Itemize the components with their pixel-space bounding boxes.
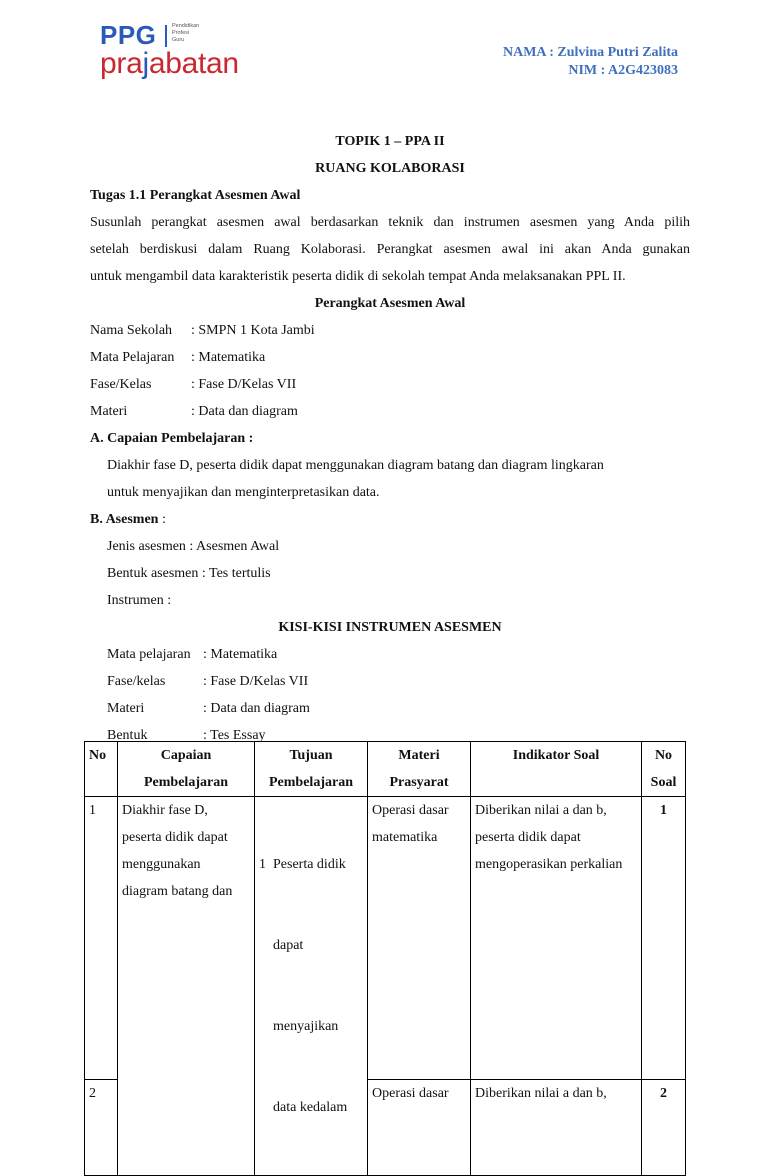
assessment-subtitle: Perangkat Asesmen Awal	[314, 296, 466, 311]
cell-line: dapat	[259, 938, 304, 953]
header-text: Prasyarat	[389, 775, 449, 790]
logo-ppg-text: PPG	[100, 20, 157, 50]
cell-line: peserta didik dapat	[122, 830, 228, 845]
section-b-label: B. Asesmen	[90, 512, 159, 527]
cell-capaian	[118, 797, 255, 1176]
header-text: Tujuan	[289, 748, 333, 763]
kisi-title: KISI-KISI INSTRUMEN ASESMEN	[278, 620, 502, 635]
identity-row	[90, 344, 690, 371]
cell-line: Diberikan nilai a dan b,	[475, 1085, 607, 1101]
logo-part: abatan	[148, 47, 239, 80]
logo-sub-line: Guru	[172, 37, 185, 43]
task-paragraph-line: untuk mengambil data karakteristik peserta didik di sekolah tempat Anda melaksanakan PPL II.	[90, 269, 626, 284]
logo-divider	[165, 25, 167, 47]
header-cell-indikator	[471, 742, 642, 797]
cell-line: Diberikan nilai a dan b,	[475, 803, 607, 818]
kisi-info-value: : Fase D/Kelas VII	[203, 674, 309, 689]
identity-key: Materi	[90, 404, 128, 419]
logo-part: pra	[100, 47, 143, 80]
section-b-colon: :	[158, 512, 166, 527]
identity-key: Nama Sekolah	[90, 323, 173, 338]
table-row	[85, 797, 686, 1080]
table-header-row	[85, 742, 686, 797]
section-b-heading	[90, 506, 690, 533]
header-text: Materi	[398, 748, 440, 763]
kisi-info-value: : Tes Essay	[203, 728, 266, 743]
header-cell-tujuan	[255, 742, 368, 797]
cell-no-soal: 1	[642, 797, 686, 1080]
cell-indikator	[471, 1079, 642, 1175]
cell-line: 1 Peserta didik	[259, 857, 346, 872]
identity-value: : SMPN 1 Kota Jambi	[191, 323, 315, 338]
topic-subtitle: RUANG KOLABORASI	[315, 161, 465, 176]
section-b-line: Bentuk asesmen : Tes tertulis	[107, 566, 271, 581]
cell-line: mengoperasikan perkalian	[475, 857, 623, 872]
task-title: Tugas 1.1 Perangkat Asesmen Awal	[90, 188, 301, 203]
cell-indikator	[471, 797, 642, 1080]
kisi-info-row	[90, 641, 690, 668]
cell-tujuan	[255, 797, 368, 1176]
document-body	[90, 128, 690, 749]
student-nim: NIM : A2G423083	[568, 63, 678, 78]
header-text: Capaian	[160, 748, 212, 763]
cell-line: menyajikan	[259, 1019, 339, 1034]
kisi-table	[84, 741, 686, 1176]
logo-part: j	[142, 47, 149, 80]
kisi-info-key: Fase/kelas	[107, 674, 166, 689]
logo-subtext	[172, 23, 199, 44]
cell-materi	[368, 797, 471, 1080]
cell-no: 1	[85, 797, 118, 1080]
identity-row	[90, 317, 690, 344]
header-cell-materi	[368, 742, 471, 797]
identity-row	[90, 371, 690, 398]
header-text: No	[89, 748, 107, 763]
identity-key: Mata Pelajaran	[90, 350, 175, 365]
kisi-info-row	[90, 668, 690, 695]
section-a-heading: A. Capaian Pembelajaran :	[90, 431, 254, 446]
header-text: No	[654, 748, 673, 763]
logo-sub-line: Pendidikan	[172, 23, 200, 29]
student-name: NAMA : Zulvina Putri Zalita	[502, 45, 678, 60]
cell-line: peserta didik dapat	[475, 830, 581, 845]
cell-no-soal: 2	[642, 1079, 686, 1175]
identity-key: Fase/Kelas	[90, 377, 152, 392]
ppg-prajabatan-logo	[100, 20, 270, 90]
cell-no: 2	[85, 1079, 118, 1175]
student-identity	[503, 44, 678, 80]
section-a-line: untuk menyajikan dan menginterpretasikan data.	[107, 485, 380, 500]
identity-value: : Matematika	[191, 350, 266, 365]
header-text: Pembelajaran	[144, 775, 228, 790]
kisi-info-key: Bentuk	[107, 728, 148, 743]
page-header	[0, 0, 768, 110]
cell-line: Operasi dasar	[372, 1085, 449, 1101]
cell-line: Diakhir fase D,	[122, 803, 208, 818]
header-text: Pembelajaran	[269, 775, 353, 790]
cell-materi	[368, 1079, 471, 1175]
section-b-line: Instrumen :	[107, 593, 172, 608]
section-a-line: Diakhir fase D, peserta didik dapat menggunakan diagram batang dan diagram lingkaran	[107, 458, 604, 473]
kisi-info-key: Materi	[107, 701, 145, 716]
identity-row	[90, 398, 690, 425]
identity-value: : Data dan diagram	[191, 404, 298, 419]
header-cell-capaian	[118, 742, 255, 797]
cell-line: diagram batang dan	[122, 884, 233, 899]
header-text: Soal	[650, 775, 677, 790]
logo-sub-line: Profesi	[172, 30, 190, 36]
kisi-info-value: : Matematika	[203, 647, 278, 662]
kisi-info-value: : Data dan diagram	[203, 701, 310, 716]
task-paragraph-line: setelah berdiskusi dalam Ruang Kolaborasi. Perangkat asesmen awal ini akan Anda gunakan	[90, 242, 690, 257]
cell-line: data kedalam	[259, 1100, 348, 1115]
identity-value: : Fase D/Kelas VII	[191, 377, 297, 392]
topic-title: TOPIK 1 – PPA II	[335, 134, 445, 149]
kisi-info-key: Mata pelajaran	[107, 647, 191, 662]
header-cell-no-soal	[642, 742, 686, 797]
cell-line: Operasi dasar	[372, 803, 449, 818]
cell-line: matematika	[372, 830, 438, 845]
header-cell-no	[85, 742, 118, 797]
logo-prajabatan-text	[100, 47, 239, 81]
kisi-info-row	[90, 695, 690, 722]
cell-line: menggunakan	[122, 857, 201, 872]
header-text: Indikator Soal	[512, 748, 600, 763]
section-b-line: Jenis asesmen : Asesmen Awal	[107, 539, 280, 554]
task-paragraph-line: Susunlah perangkat asesmen awal berdasarkan teknik dan instrumen asesmen yang Anda pilih	[90, 215, 690, 230]
